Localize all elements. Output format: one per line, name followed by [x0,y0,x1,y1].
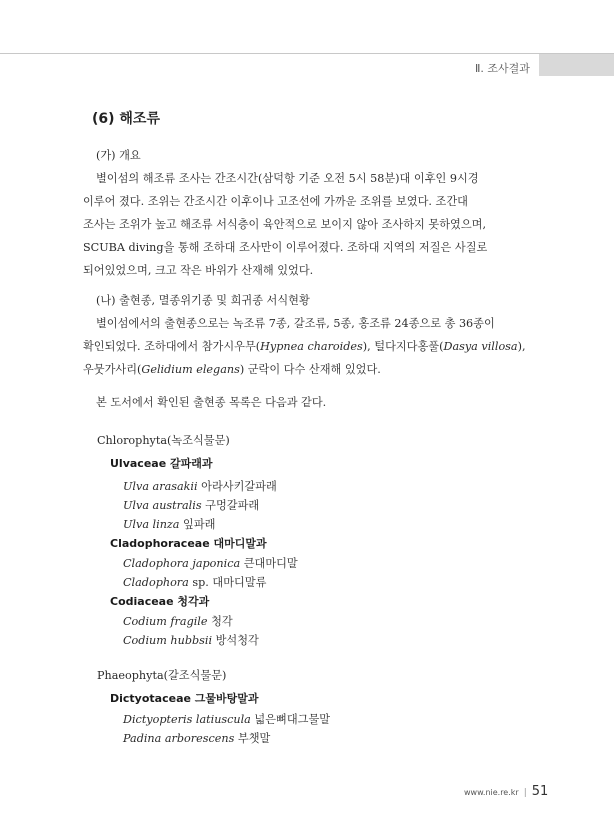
species-entry [123,574,266,590]
header-section-label: Ⅱ. 조사결과 [475,62,530,75]
species-entry [123,730,270,746]
paragraph-species-status [83,289,533,381]
phylum-chlorophyta: Chlorophyta(녹조식물문) [97,434,230,447]
species-korean-name: 큰대마디말 [243,557,298,570]
paragraph-overview [83,144,533,282]
text-fragment: 확인되었다. 조하대에서 참가시우무( [83,340,261,353]
scientific-name: Gelidium elegans [141,363,240,376]
species-entry [123,555,298,571]
paragraph-line: 되어있었으며, 크고 작은 바위가 산재해 있었다. [83,264,314,277]
header-rule [0,53,614,54]
species-korean-name: 잎파래 [183,518,216,531]
paragraph-line: 별이섬의 해조류 조사는 간조시간(삼덕항 기준 오전 5시 58분)대 이후인 9시경 [96,172,479,185]
species-korean-name: 구멍갈파래 [205,499,260,512]
page-number: 51 [531,784,549,799]
family-ulvaceae: Ulvaceae 갈파래과 [110,457,213,470]
paragraph-line: SCUBA diving을 통해 조하대 조사만이 이루어졌다. 조하대 지역의 저질은 사질로 [83,241,488,254]
family-cladophoraceae: Cladophoraceae 대마디말과 [110,537,267,550]
paragraph-line: 별이섬에서의 출현종으로는 녹조류 7종, 갈조류, 5종, 홍조류 24종으로 총 36종이 [96,317,495,330]
footer-separator: | [523,788,527,798]
species-entry [123,497,259,513]
subheading-species-status: (나) 출현종, 멸종위기종 및 희귀종 서식현황 [96,294,310,307]
species-scientific-name: Codium hubbsii [123,634,213,647]
species-entry [123,516,215,532]
intro-sentence [83,391,533,414]
species-korean-name: 아라사키갈파래 [201,480,277,493]
species-korean-name: 방석청각 [215,634,259,647]
species-entry [123,711,330,727]
species-korean-name: sp. 대마디말류 [192,576,267,589]
text-fragment: 우뭇가사리( [83,363,142,376]
species-korean-name: 부챗말 [237,732,271,745]
text-fragment: ), [517,340,526,353]
species-scientific-name: Dictyopteris latiuscula [123,713,251,726]
paragraph-line [83,358,533,381]
scientific-name: Hypnea charoides [260,340,363,353]
species-scientific-name: Ulva linza [123,518,180,531]
species-korean-name: 넓은뼈대그물말 [254,713,331,726]
paragraph-line [83,335,533,358]
intro-line: 본 도서에서 확인된 출현종 목록은 다음과 같다. [96,396,327,409]
species-scientific-name: Ulva arasakii [123,480,198,493]
footer-url: www.nie.re.kr [464,788,519,797]
header-tab [539,54,614,76]
phylum-phaeophyta: Phaeophyta(갈조식물문) [97,669,227,682]
species-entry [123,632,259,648]
species-scientific-name: Padina arborescens [123,732,235,745]
paragraph-line: 조사는 조위가 높고 해조류 서식층이 육안적으로 보이지 않아 조사하지 못하였으며, [83,218,487,231]
species-scientific-name: Cladophora [123,576,189,589]
family-codiaceae: Codiaceae 청각과 [110,595,210,608]
text-fragment: ) 군락이 다수 산재해 있었다. [239,363,381,376]
species-scientific-name: Cladophora japonica [123,557,241,570]
species-scientific-name: Codium fragile [123,615,208,628]
section-title: (6) 해조류 [92,111,160,127]
paragraph-line: 이루어 졌다. 조위는 간조시간 이후이나 고조선에 가까운 조위를 보였다. 조간대 [83,195,468,208]
species-entry [123,478,277,494]
subheading-overview: (가) 개요 [96,149,141,162]
species-scientific-name: Ulva australis [123,499,202,512]
text-fragment: ), 털다지다홍풀( [362,340,444,353]
scientific-name: Dasya villosa [443,340,518,353]
species-entry [123,613,233,629]
page-footer [464,780,548,799]
species-korean-name: 청각 [211,615,233,628]
family-dictyotaceae: Dictyotaceae 그물바탕말과 [110,692,259,705]
